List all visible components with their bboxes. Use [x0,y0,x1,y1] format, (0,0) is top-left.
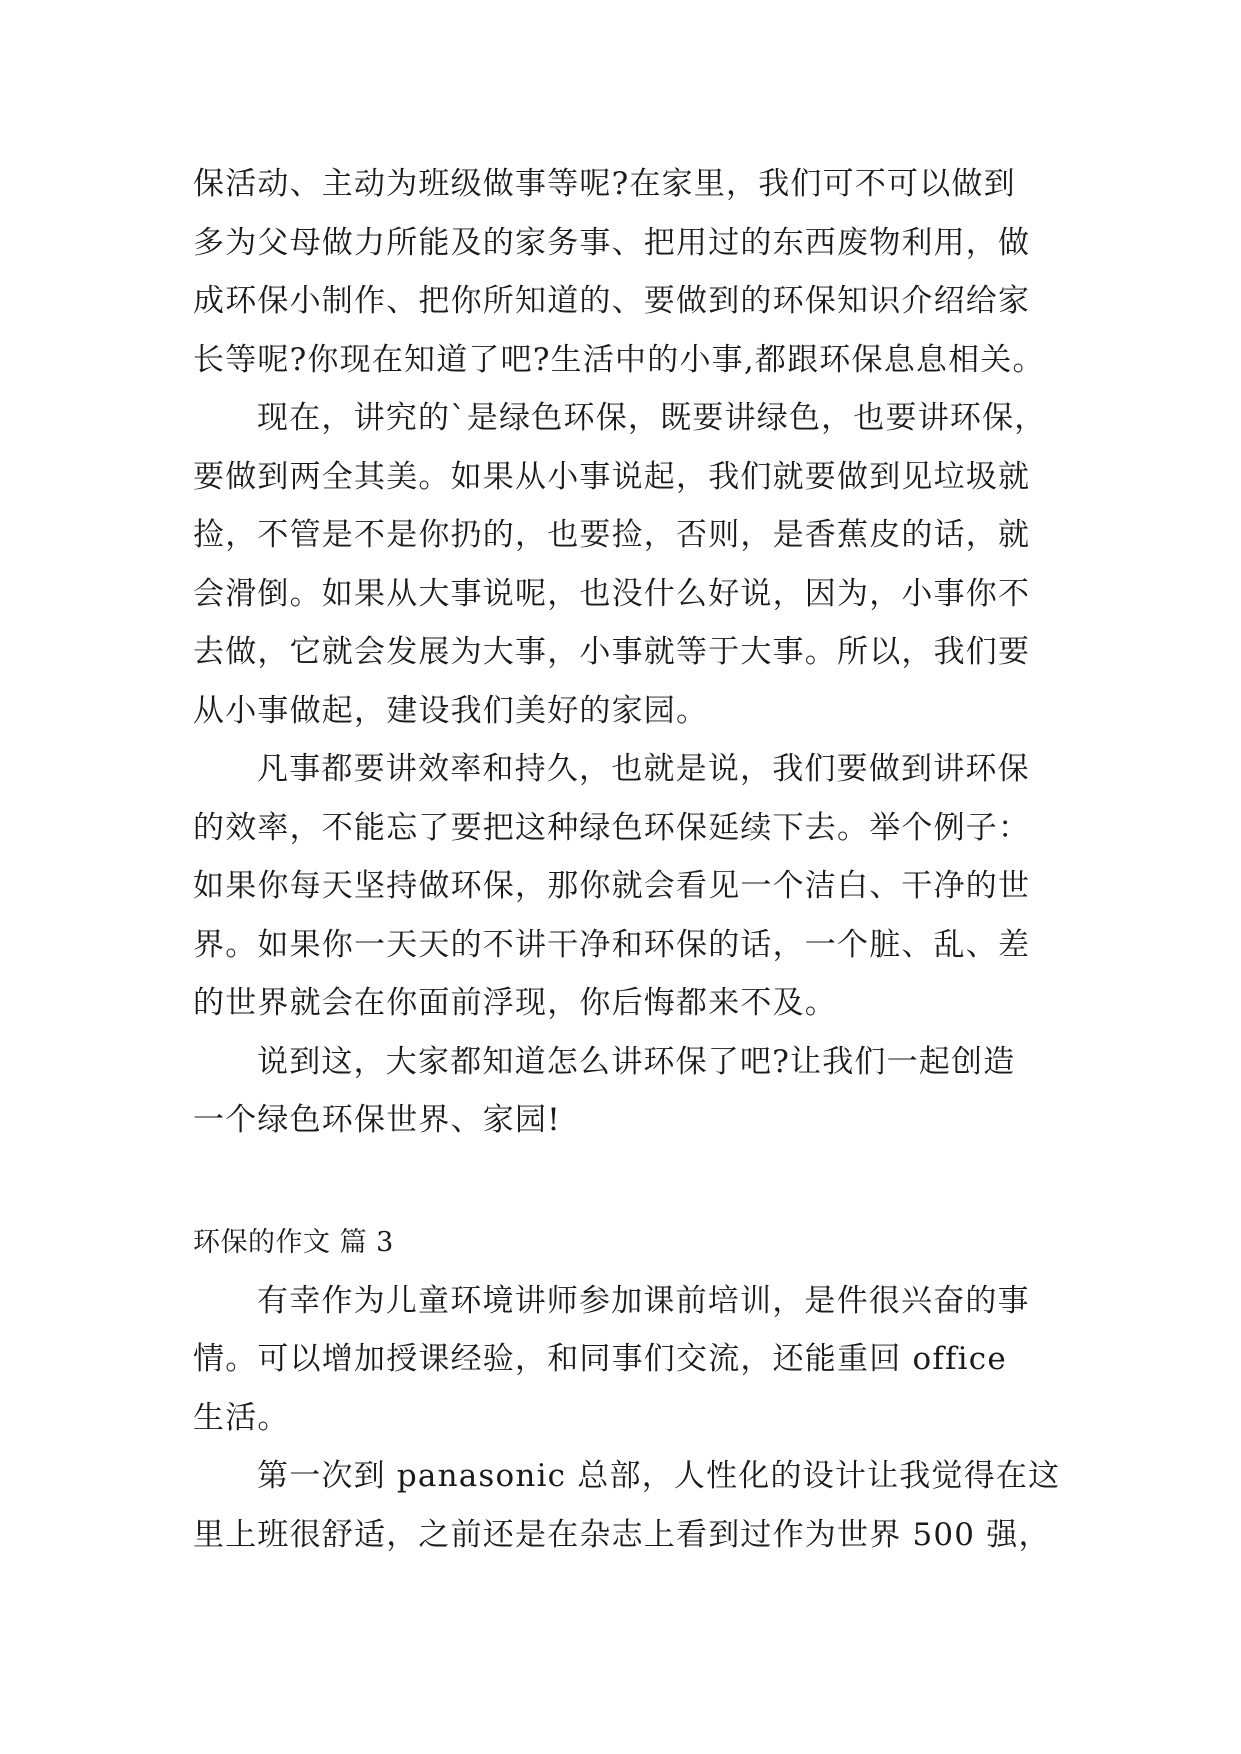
text-line: 从小事做起，建设我们美好的家园。 [193,692,709,729]
text-line: 里上班很舒适，之前还是在杂志上看到过作为世界 500 强， [193,1516,1051,1553]
section-heading: 环保的作文 篇 3 [193,1226,394,1258]
text-line: 要做到两全其美。如果从小事说起，我们就要做到见垃圾就 [193,458,1031,495]
text-line: 现在，讲究的`是绿色环保，既要讲绿色，也要讲环保， [257,400,1047,436]
text-line: 长等呢?你现在知道了吧?生活中的小事,都跟环保息息相关。 [193,341,1045,378]
paragraph-continued [193,155,1053,389]
text-line: 成环保小制作、把你所知道的、要做到的环保知识介绍给家 [193,283,1031,319]
text-line: 情。可以增加授课经验，和同事们交流，还能重回 office [193,1341,1007,1377]
document-page [193,155,1061,1564]
paragraph-conclusion [193,1033,1053,1150]
text-line: 说到这，大家都知道怎么讲环保了吧?让我们一起创造 [257,1043,1016,1080]
paragraph-green-environment [193,389,1053,740]
paragraph-panasonic [193,1447,1061,1564]
text-line: 凡事都要讲效率和持久，也就是说，我们要做到讲环保 [257,751,1030,787]
paragraph-training [193,1272,1053,1448]
text-line: 捡，不管是不是你扔的，也要捡，否则，是香蕉皮的话，就 [193,517,1031,553]
text-line: 生活。 [193,1399,290,1436]
paragraph-efficiency [193,740,1053,1033]
text-line: 保活动、主动为班级做事等呢?在家里，我们可不可以做到 [193,166,1016,202]
text-line: 的效率，不能忘了要把这种绿色环保延续下去。举个例子： [193,809,1031,846]
section-spacer [193,1150,1053,1214]
text-line: 去做，它就会发展为大事，小事就等于大事。所以，我们要 [193,634,1031,670]
text-line: 如果你每天坚持做环保，那你就会看见一个洁白、干净的世 [193,868,1031,904]
text-line: 的世界就会在你面前浮现，你后悔都来不及。 [193,985,837,1021]
text-line: 界。如果你一天天的不讲干净和环保的话，一个脏、乱、差 [193,926,1031,963]
text-line: 一个绿色环保世界、家园! [193,1102,561,1138]
text-line: 会滑倒。如果从大事说呢，也没什么好说，因为，小事你不 [193,575,1031,612]
text-line: 有幸作为儿童环境讲师参加课前培训，是件很兴奋的事 [257,1282,1030,1319]
text-line: 第一次到 panasonic 总部，人性化的设计让我觉得在这 [257,1458,1061,1494]
text-line: 多为父母做力所能及的家务事、把用过的东西废物利用，做 [193,224,1031,261]
